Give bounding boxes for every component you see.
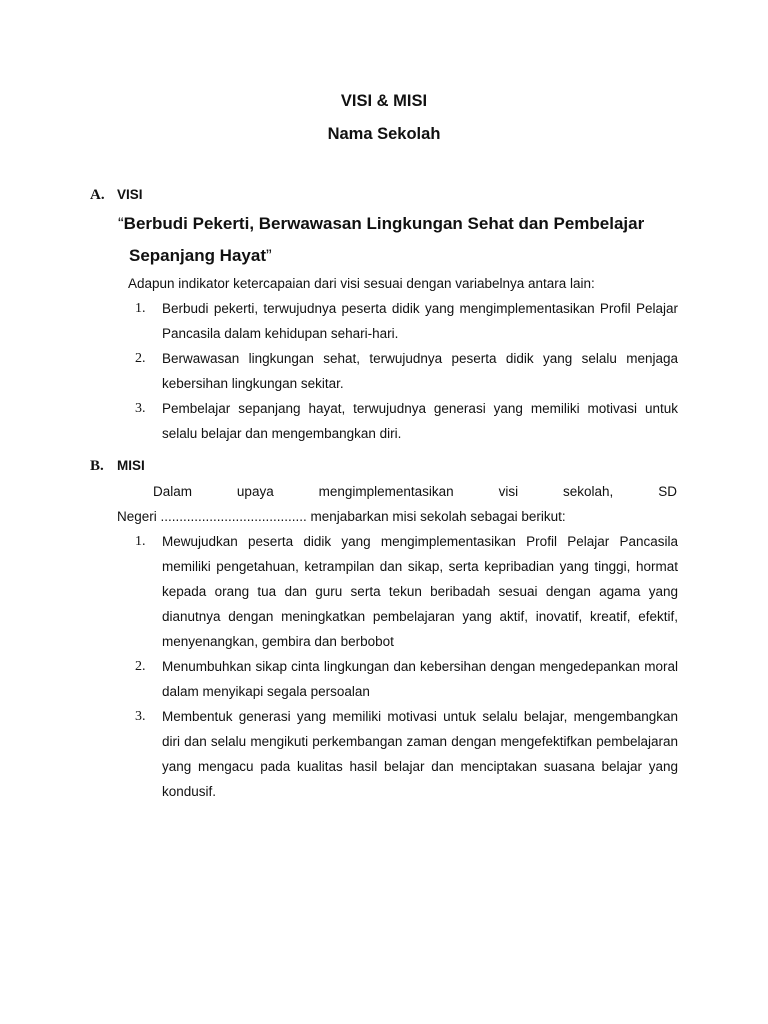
- misi-intro-line1: [153, 479, 677, 504]
- list-item: [135, 529, 678, 654]
- list-item-number: 1.: [135, 301, 146, 316]
- list-item-number: 3.: [135, 401, 146, 416]
- misi-list: [135, 529, 678, 804]
- misi-intro-word: Dalam: [153, 484, 193, 499]
- misi-intro-line2: Negeri ....................................... menjabarkan misi sekolah sebagai berikut:: [117, 509, 566, 524]
- visi-statement-line2: Sepanjang Hayat: [129, 246, 266, 265]
- list-item: [135, 396, 678, 446]
- misi-section-letter: B.: [90, 458, 104, 474]
- visi-statement-line1: Berbudi Pekerti, Berwawasan Lingkungan Sehat dan Pembelajar: [123, 214, 645, 233]
- list-item: [135, 654, 678, 704]
- misi-intro-word: mengimplementasikan: [318, 484, 454, 499]
- misi-intro-word: upaya: [236, 484, 274, 499]
- misi-section-heading: MISI: [117, 458, 145, 473]
- list-item-text: Mewujudkan peserta didik yang mengimplementasikan Profil Pelajar Pancasila memiliki pengetahuan, ketrampilan dan sikap, serta kepribadian yang tinggi, hormat kepada orang tua dan guru serta tekun beribadah sesuai dengan agama yang dianutnya dengan meningkatkan pembelajaran yang aktif, inovatif, kreatif, efektif, menyenangkan, gembira dan berbobot: [162, 534, 678, 649]
- list-item: [135, 296, 678, 346]
- list-item: [135, 704, 678, 804]
- list-item-number: 2.: [135, 351, 146, 366]
- list-item-text: Pembelajar sepanjang hayat, terwujudnya generasi yang memiliki motivasi untuk selalu belajar dan mengembangkan diri.: [162, 401, 678, 441]
- visi-close-quote: ”: [266, 246, 272, 265]
- list-item-text: Berwawasan lingkungan sehat, terwujudnya peserta didik yang selalu menjaga kebersihan lingkungan sekitar.: [162, 351, 678, 391]
- list-item-text: Berbudi pekerti, terwujudnya peserta didik yang mengimplementasikan Profil Pelajar Pancasila dalam kehidupan sehari-hari.: [162, 301, 678, 341]
- list-item-number: 1.: [135, 534, 146, 549]
- visi-section-heading: VISI: [117, 187, 143, 202]
- misi-intro-word: SD: [658, 484, 677, 499]
- visi-open-quote: “: [118, 214, 124, 233]
- misi-intro-word: visi: [498, 484, 519, 499]
- visi-intro: Adapun indikator ketercapaian dari visi sesuai dengan variabelnya antara lain:: [128, 276, 595, 291]
- misi-intro-word: sekolah,: [563, 484, 614, 499]
- visi-statement: [118, 208, 678, 272]
- list-item-number: 3.: [135, 709, 146, 724]
- list-item: [135, 346, 678, 396]
- list-item-number: 2.: [135, 659, 146, 674]
- list-item-text: Menumbuhkan sikap cinta lingkungan dan kebersihan dengan mengedepankan moral dalam menyikapi segala persoalan: [162, 659, 678, 699]
- visi-indicator-list: [135, 296, 678, 446]
- document-title: VISI & MISI: [340, 92, 428, 110]
- visi-section-letter: A.: [90, 187, 105, 203]
- list-item-text: Membentuk generasi yang memiliki motivasi untuk selalu belajar, mengembangkan diri dan selalu mengikuti perkembangan zaman dengan mengefektifkan pembelajaran yang mengacu pada kualitas hasil belajar dan menciptakan suasana belajar yang kondusif.: [162, 709, 678, 799]
- document-subtitle: Nama Sekolah: [327, 125, 441, 143]
